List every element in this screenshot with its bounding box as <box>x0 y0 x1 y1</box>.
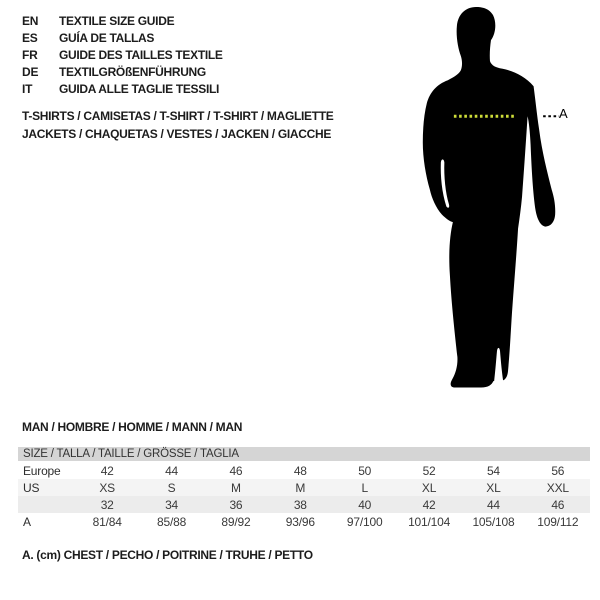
table-cell: XL <box>397 479 461 496</box>
language-code: EN <box>22 13 39 28</box>
table-row-chest-a <box>18 513 590 530</box>
table-cell: 50 <box>358 463 372 478</box>
table-cell: 44 <box>461 496 525 513</box>
table-cell: 42 <box>100 463 114 478</box>
table-cell: 32 <box>75 496 139 513</box>
language-code: ES <box>22 30 38 45</box>
table-cell: L <box>333 479 397 496</box>
language-title: TEXTILGRÖßENFÜHRUNG <box>59 65 206 80</box>
table-cell: 109/112 <box>537 514 579 529</box>
table-cell: 89/92 <box>221 514 251 529</box>
language-code: IT <box>22 82 33 97</box>
language-row-es <box>22 29 223 46</box>
language-code: DE <box>22 65 39 80</box>
table-cell: 54 <box>486 463 500 478</box>
language-title: GUIDA ALLE TAGLIE TESSILI <box>59 82 220 97</box>
table-cell: 85/88 <box>157 514 187 529</box>
table-cell: 81/84 <box>92 514 122 529</box>
table-cell: 52 <box>422 463 436 478</box>
table-cell: M <box>268 479 332 496</box>
table-cell: 48 <box>293 463 307 478</box>
table-cell: 46 <box>526 496 590 513</box>
section-title-man: MAN / HOMBRE / HOMME / MANN / MAN <box>22 420 243 434</box>
size-table-header: SIZE / TALLA / TAILLE / GRÖSSE / TAGLIA <box>18 447 590 461</box>
language-title: TEXTILE SIZE GUIDE <box>59 13 175 28</box>
row-label <box>18 496 75 513</box>
row-label: Europe <box>23 463 61 478</box>
table-cell: 93/96 <box>285 514 315 529</box>
table-cell: 34 <box>139 496 203 513</box>
language-list <box>22 12 223 98</box>
table-cell: 42 <box>397 496 461 513</box>
table-cell: 44 <box>165 463 179 478</box>
language-title: GUIDE DES TAILLES TEXTILE <box>59 47 223 62</box>
language-title: GUÍA DE TALLAS <box>59 30 155 45</box>
category-jackets: JACKETS / CHAQUETAS / VESTES / JACKEN / GIACCHE <box>22 127 332 141</box>
row-label: A <box>23 514 31 529</box>
language-row-fr <box>22 46 223 63</box>
table-cell: 97/100 <box>346 514 383 529</box>
table-cell: 36 <box>204 496 268 513</box>
language-code: FR <box>22 47 38 62</box>
size-table-grid <box>18 462 590 530</box>
man-figure <box>418 4 580 390</box>
table-cell: S <box>139 479 203 496</box>
measure-label-a: A <box>559 106 568 121</box>
language-row-en <box>22 12 223 29</box>
garment-categories <box>22 107 334 143</box>
table-cell: XXL <box>526 479 590 496</box>
language-row-it <box>22 81 223 98</box>
table-cell: XL <box>461 479 525 496</box>
row-label: US <box>18 479 75 496</box>
table-cell: 40 <box>333 496 397 513</box>
language-row-de <box>22 64 223 81</box>
size-table <box>18 447 590 530</box>
table-row-europe <box>18 462 590 479</box>
table-cell: 46 <box>229 463 243 478</box>
table-cell: 101/104 <box>408 514 451 529</box>
measurement-footnote: A. (cm) CHEST / PECHO / POITRINE / TRUHE / PETTO <box>22 548 313 562</box>
table-row-us <box>18 479 590 496</box>
table-cell: 105/108 <box>472 514 515 529</box>
table-cell: M <box>204 479 268 496</box>
table-row-numeric <box>18 496 590 513</box>
man-silhouette <box>418 4 580 390</box>
category-tshirts: T-SHIRTS / CAMISETAS / T-SHIRT / T-SHIRT / MAGLIETTE <box>22 109 334 123</box>
table-cell: 56 <box>551 463 565 478</box>
table-cell: XS <box>75 479 139 496</box>
table-cell: 38 <box>268 496 332 513</box>
